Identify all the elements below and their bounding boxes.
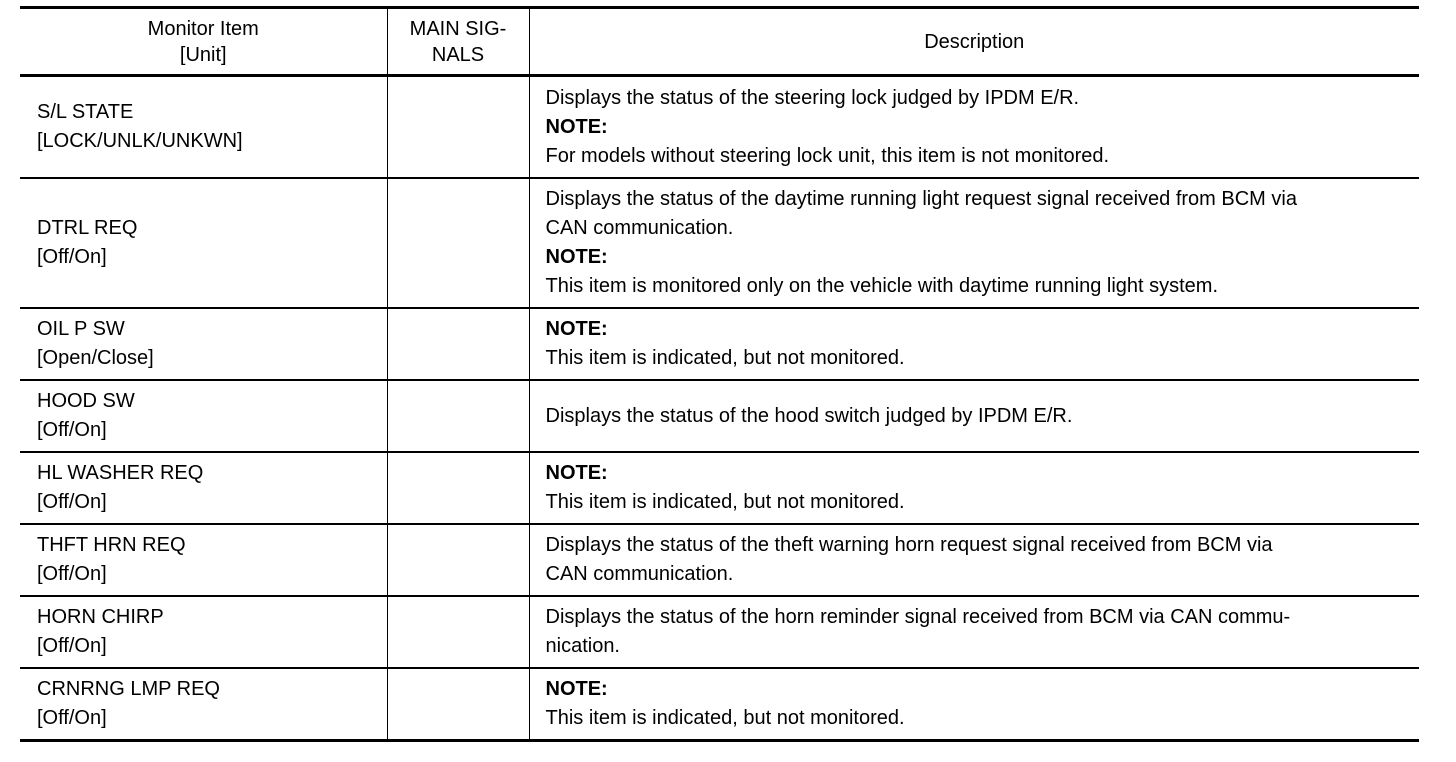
table-row bbox=[20, 596, 1419, 668]
monitor-item-cell bbox=[20, 596, 387, 668]
header-description bbox=[529, 8, 1419, 76]
table-row bbox=[20, 308, 1419, 380]
monitor-item-unit: [Off/On] bbox=[37, 246, 107, 268]
header-monitor-item-label: Monitor Item bbox=[147, 17, 259, 40]
note-text: This item is indicated, but not monitored. bbox=[545, 491, 905, 513]
monitor-item-unit: [Off/On] bbox=[37, 491, 107, 513]
description-text-continued: nication. bbox=[545, 635, 620, 657]
header-description-label: Description bbox=[924, 30, 1025, 53]
monitor-item-unit: [Off/On] bbox=[37, 707, 107, 729]
description-cell bbox=[529, 452, 1419, 524]
monitor-item-cell bbox=[20, 668, 387, 741]
description-cell bbox=[529, 668, 1419, 741]
description-text-continued: CAN communication. bbox=[545, 217, 734, 239]
header-main-signals-line1: MAIN SIG- bbox=[409, 17, 507, 40]
monitor-item-table bbox=[20, 6, 1419, 742]
note-label: NOTE: bbox=[545, 115, 608, 138]
description-text: Displays the status of the daytime running light request signal received from BCM via bbox=[545, 188, 1297, 210]
monitor-item-name: HOOD SW bbox=[37, 390, 135, 412]
note-label: NOTE: bbox=[545, 246, 608, 268]
main-signals-cell bbox=[387, 380, 529, 452]
monitor-item-unit: [Off/On] bbox=[37, 635, 107, 657]
table-row bbox=[20, 452, 1419, 524]
monitor-item-name: S/L STATE bbox=[37, 101, 134, 123]
monitor-item-unit: [LOCK/UNLK/UNKWN] bbox=[37, 130, 243, 152]
description-cell bbox=[529, 596, 1419, 668]
header-unit-label: [Unit] bbox=[179, 43, 227, 66]
table-header bbox=[20, 8, 1419, 76]
monitor-item-cell bbox=[20, 308, 387, 380]
table-row bbox=[20, 76, 1419, 179]
description-cell bbox=[529, 76, 1419, 179]
description-text: Displays the status of the hood switch judged by IPDM E/R. bbox=[545, 404, 1073, 427]
description-cell bbox=[529, 380, 1419, 452]
main-signals-cell bbox=[387, 76, 529, 179]
main-signals-cell bbox=[387, 452, 529, 524]
note-text: This item is indicated, but not monitored. bbox=[545, 347, 905, 369]
description-cell bbox=[529, 178, 1419, 308]
main-signals-cell bbox=[387, 668, 529, 741]
main-signals-cell bbox=[387, 178, 529, 308]
monitor-item-name: THFT HRN REQ bbox=[37, 534, 186, 556]
description-text: Displays the status of the theft warning horn request signal received from BCM via bbox=[545, 534, 1273, 556]
note-text: For models without steering lock unit, this item is not monitored. bbox=[545, 144, 1110, 167]
description-text: Displays the status of the steering lock judged by IPDM E/R. bbox=[545, 86, 1080, 109]
monitor-item-name: HL WASHER REQ bbox=[37, 462, 204, 484]
monitor-item-name: HORN CHIRP bbox=[37, 606, 164, 628]
header-monitor-item bbox=[20, 8, 387, 76]
main-signals-cell bbox=[387, 308, 529, 380]
monitor-item-table-container bbox=[20, 6, 1419, 742]
monitor-item-name: DTRL REQ bbox=[37, 217, 138, 239]
monitor-item-name: CRNRNG LMP REQ bbox=[37, 678, 220, 700]
note-label: NOTE: bbox=[545, 318, 608, 340]
description-cell bbox=[529, 308, 1419, 380]
monitor-item-cell bbox=[20, 524, 387, 596]
table-row bbox=[20, 178, 1419, 308]
monitor-item-cell bbox=[20, 452, 387, 524]
table-row bbox=[20, 524, 1419, 596]
monitor-item-unit: [Off/On] bbox=[37, 563, 107, 585]
note-text: This item is indicated, but not monitored. bbox=[545, 707, 905, 729]
monitor-item-unit: [Off/On] bbox=[37, 419, 107, 441]
description-cell bbox=[529, 524, 1419, 596]
note-text: This item is monitored only on the vehicle with daytime running light system. bbox=[545, 275, 1219, 297]
monitor-item-name: OIL P SW bbox=[37, 318, 125, 340]
header-row bbox=[20, 8, 1419, 76]
note-label: NOTE: bbox=[545, 678, 608, 700]
header-main-signals-line2: NALS bbox=[431, 43, 485, 66]
table-body bbox=[20, 76, 1419, 741]
description-text: Displays the status of the horn reminder signal received from BCM via CAN commu- bbox=[545, 606, 1291, 628]
monitor-item-cell bbox=[20, 178, 387, 308]
monitor-item-cell bbox=[20, 76, 387, 179]
main-signals-cell bbox=[387, 596, 529, 668]
table-row bbox=[20, 380, 1419, 452]
monitor-item-unit: [Open/Close] bbox=[37, 347, 154, 369]
header-main-signals bbox=[387, 8, 529, 76]
note-label: NOTE: bbox=[545, 462, 608, 484]
main-signals-cell bbox=[387, 524, 529, 596]
monitor-item-cell bbox=[20, 380, 387, 452]
table-row bbox=[20, 668, 1419, 741]
description-text-continued: CAN communication. bbox=[545, 563, 734, 585]
